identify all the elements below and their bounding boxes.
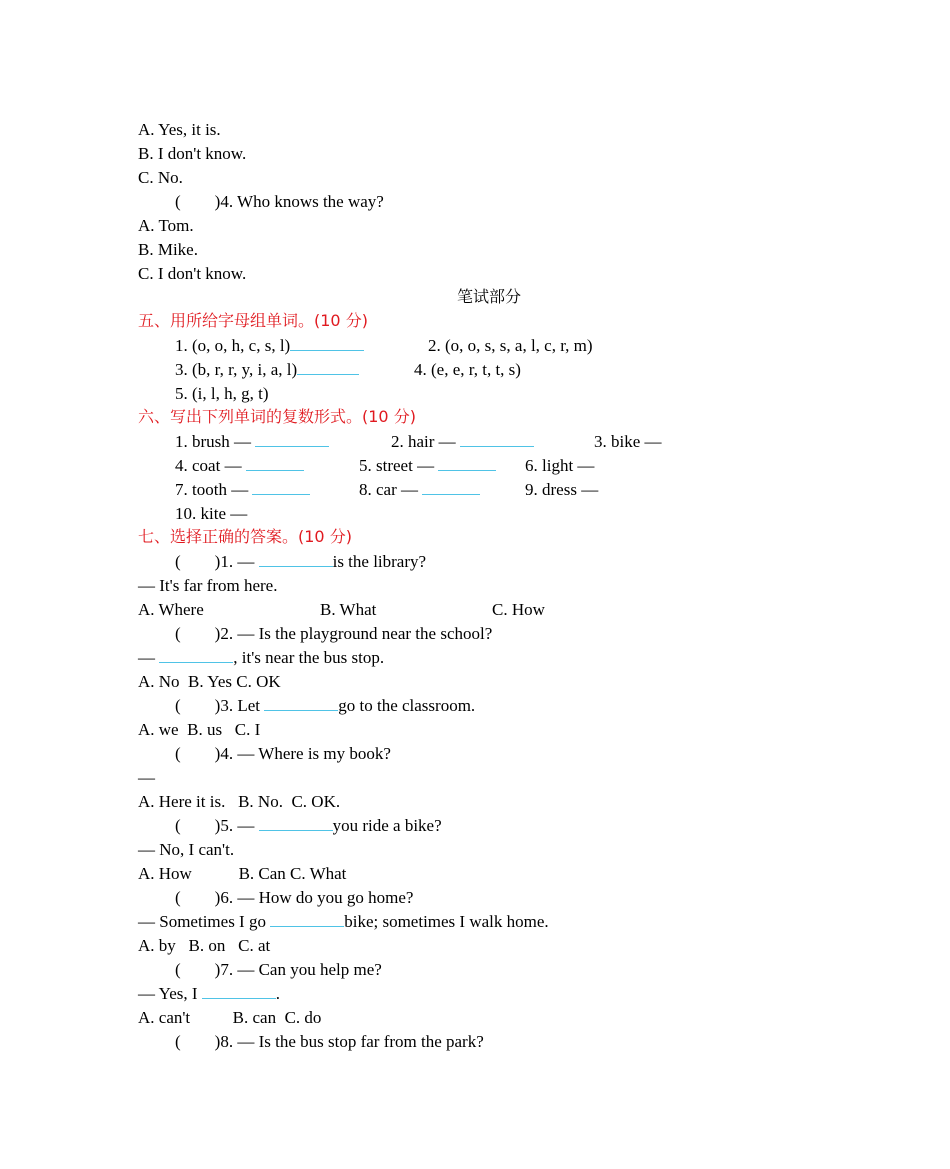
answer-paren: ( <box>175 192 181 211</box>
option-text: A. Here it is. B. No. C. OK. <box>138 792 341 811</box>
option-text: A. Tom. <box>138 216 194 235</box>
answer-blank[interactable] <box>297 360 359 375</box>
option-text: A. we B. us C. I <box>138 720 261 739</box>
question-line: ( )2. — Is the playground near the school? <box>175 624 493 643</box>
question-line: ( )6. — How do you go home? <box>175 888 414 907</box>
plural-item: 6. light — <box>525 456 595 475</box>
plural-item: 8. car — <box>359 480 480 500</box>
reply-line: — It's far from here. <box>138 576 278 595</box>
scramble-item: 4. (e, e, r, t, t, s) <box>414 360 521 379</box>
option-text: A. can't B. can C. do <box>138 1008 322 1027</box>
option-text: C. No. <box>138 168 183 187</box>
reply-line: — , it's near the bus stop. <box>138 648 385 667</box>
answer-blank[interactable] <box>438 456 496 471</box>
plural-item: 3. bike — <box>594 432 662 451</box>
option-text: A. by B. on C. at <box>138 936 271 955</box>
reply-line: — No, I can't. <box>138 840 235 859</box>
question-line: ( )8. — Is the bus stop far from the park? <box>175 1032 484 1051</box>
plural-item: 4. coat — <box>175 456 304 476</box>
reply-line: — <box>138 768 155 787</box>
question-line: ( )7. — Can you help me? <box>175 960 382 979</box>
option-text: A. Where <box>138 600 204 619</box>
answer-blank[interactable] <box>270 912 344 927</box>
answer-blank[interactable] <box>159 648 233 663</box>
option-text: A. How B. Can C. What <box>138 864 347 883</box>
answer-blank[interactable] <box>202 984 276 999</box>
answer-blank[interactable] <box>264 696 338 711</box>
question-line: ( )3. Let go to the classroom. <box>175 696 476 715</box>
scramble-item: 3. (b, r, r, y, i, a, l) <box>175 360 359 380</box>
answer-blank[interactable] <box>259 816 333 831</box>
answer-blank[interactable] <box>460 432 534 447</box>
scramble-item: 2. (o, o, s, s, a, l, c, r, m) <box>428 336 593 355</box>
scramble-item: 1. (o, o, h, c, s, l) <box>175 336 364 356</box>
reply-line: — Sometimes I go bike; sometimes I walk home. <box>138 912 549 931</box>
option-text: A. Yes, it is. <box>138 120 221 139</box>
option-text: B. Mike. <box>138 240 198 259</box>
answer-blank[interactable] <box>255 432 329 447</box>
answer-blank[interactable] <box>290 336 364 351</box>
section-5-title: 五、用所给字母组单词。(10 分) <box>138 311 368 330</box>
reply-line: — Yes, I . <box>138 984 281 1003</box>
section-7-title: 七、选择正确的答案。(10 分) <box>138 527 352 546</box>
plural-item: 10. kite — <box>175 504 248 523</box>
option-text: B. I don't know. <box>138 144 247 163</box>
question-line: ( )5. — you ride a bike? <box>175 816 442 835</box>
plural-item: 1. brush — <box>175 432 329 452</box>
option-text: C. How <box>492 600 545 619</box>
question-line: ( )4. — Where is my book? <box>175 744 391 763</box>
question-line: ( )1. — is the library? <box>175 552 427 571</box>
plural-item: 9. dress — <box>525 480 599 499</box>
question-text: )4. Who knows the way? <box>214 192 384 211</box>
section-6-title: 六、写出下列单词的复数形式。(10 分) <box>138 407 416 426</box>
scramble-item: 5. (i, l, h, g, t) <box>175 384 269 403</box>
answer-blank[interactable] <box>422 480 480 495</box>
plural-item: 5. street — <box>359 456 496 476</box>
plural-item: 7. tooth — <box>175 480 310 500</box>
option-text: A. No B. Yes C. OK <box>138 672 281 691</box>
question-line <box>175 192 384 212</box>
answer-blank[interactable] <box>252 480 310 495</box>
option-text: B. What <box>320 600 377 619</box>
written-part-title: 笔试部分 <box>457 287 522 306</box>
answer-blank[interactable] <box>259 552 333 567</box>
plural-item: 2. hair — <box>391 432 534 452</box>
option-text: C. I don't know. <box>138 264 247 283</box>
answer-blank[interactable] <box>246 456 304 471</box>
